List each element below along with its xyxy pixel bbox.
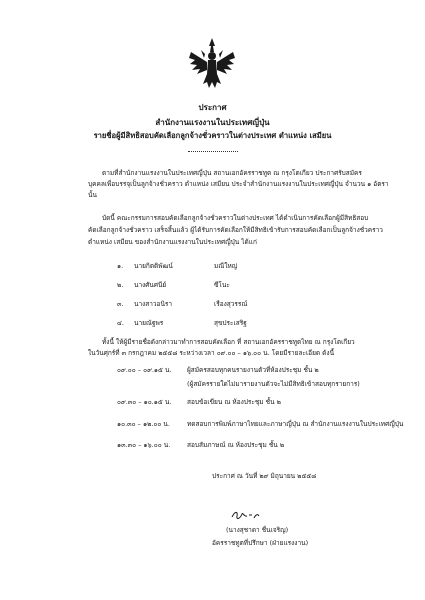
intro-line-3: นั้น [88, 191, 97, 199]
body-line-2: คัดเลือกลูกจ้างชั่วคราว เสร็จสิ้นแล้ว ผู้ได้รับการคัดเลือกให้มีสิทธิเข้ารับการสอบคัดเลือกเป็นลูกจ้างชั่วคราว [88, 226, 383, 234]
schedule-time: ๐๙.๓๐ – ๑๐.๑๕ น. [117, 398, 172, 406]
schedule-time: ๑๓.๓๐ – ๑๖.๐๐ น. [117, 441, 171, 449]
office-name: สำนักงานแรงงานในประเทศญี่ปุ่น [155, 118, 270, 127]
announcement-label: ประกาศ [198, 103, 227, 112]
candidate-last-name: เรืองสุวรรณ์ [214, 300, 248, 308]
body-line-3: ตำแหน่ง เสมียน ของสำนักงานแรงงานในประเทศญี่ปุ่น ได้แก่ [88, 238, 257, 246]
title-divider [188, 151, 238, 152]
signatory-name: (นางสุชาดา ชื่นเจริญ) [226, 526, 289, 534]
intro-line-2: บุคคลเพื่อบรรจุเป็นลูกจ้างชั่วคราว ตำแหน่ง เสมียน ประจำสำนักงานแรงงานในประเทศญี่ปุ่น จำนวน ๑ อัตรา [88, 180, 389, 188]
announcement-subject: รายชื่อผู้มีสิทธิสอบคัดเลือกลูกจ้างชั่วคราวในต่างประเทศ ตำแหน่ง เสมียน [93, 131, 332, 140]
candidate-first-name: นางสาวอนิรา [134, 300, 173, 308]
candidate-number: ๒. [117, 281, 124, 289]
signature-image [230, 508, 262, 522]
candidate-number: ๓. [117, 300, 124, 308]
schedule-description: ทดสอบการพิมพ์ภาษาไทยและภาษาญี่ปุ่น ณ สำนักงานแรงงานในประเทศญี่ปุ่น [187, 420, 404, 428]
candidate-last-name: สุขประเสริฐ [214, 319, 247, 327]
garuda-emblem-icon [187, 36, 237, 96]
schedule-description: ผู้สมัครสอบทุกคนรายงานตัวที่ห้องประชุม ชั้น ๒ [187, 366, 319, 374]
schedule-note: (ผู้สมัครรายใดไม่มารายงานตัวจะไม่มีสิทธิเข้าสอบทุกรายการ) [187, 380, 360, 388]
schedule-description: สอบสัมภาษณ์ ณ ห้องประชุม ชั้น ๒ [187, 441, 285, 449]
candidate-last-name: มณีใหญ่ [214, 262, 238, 270]
schedule-time: ๐๙.๐๐ – ๐๙.๑๕ น. [117, 366, 172, 374]
candidate-first-name: นายกิตติพัฒน์ [134, 262, 173, 270]
candidate-first-name: นางศันศนีย์ [134, 281, 167, 289]
candidate-number: ๔. [117, 319, 124, 327]
schedule-time: ๑๐.๓๐ – ๑๒.๐๐ น. [117, 420, 170, 428]
candidate-number: ๑. [117, 262, 124, 270]
intro-line-1: ตามที่สำนักงานแรงงานในประเทศญี่ปุ่น สถานเอกอัครราชทูต ณ กรุงโตเกียว ประกาศรับสมัคร [102, 169, 362, 177]
candidate-first-name: นายณัฐพร [134, 319, 164, 327]
schedule-intro-line-1: ทั้งนี้ ให้ผู้มีรายชื่อดังกล่าวมาทำการสอบคัดเลือก ที่ สถานเอกอัครราชทูตไทย ณ กรุงโตเกียว [102, 338, 355, 346]
announcement-date: ประกาศ ณ วันที่ ๒๙ มิถุนายน ๒๕๕๘ [212, 472, 317, 480]
body-line-1: บัดนี้ คณะกรรมการสอบคัดเลือกลูกจ้างชั่วคราวในต่างประเทศ ได้ดำเนินการคัดเลือกผู้มีสิทธิสอบ [102, 214, 369, 222]
schedule-intro-line-2: ในวันศุกร์ที่ ๓ กรกฎาคม ๒๕๕๘ ระหว่างเวลา ๐๙.๐๐ – ๑๖.๐๐ น. โดยมีรายละเอียด ดังนี้ [88, 349, 335, 357]
signatory-position: อัครราชทูตที่ปรึกษา (ฝ่ายแรงงาน) [212, 539, 309, 547]
candidate-last-name: ซีโนะ [214, 281, 230, 289]
schedule-description: สอบข้อเขียน ณ ห้องประชุม ชั้น ๒ [187, 398, 281, 406]
